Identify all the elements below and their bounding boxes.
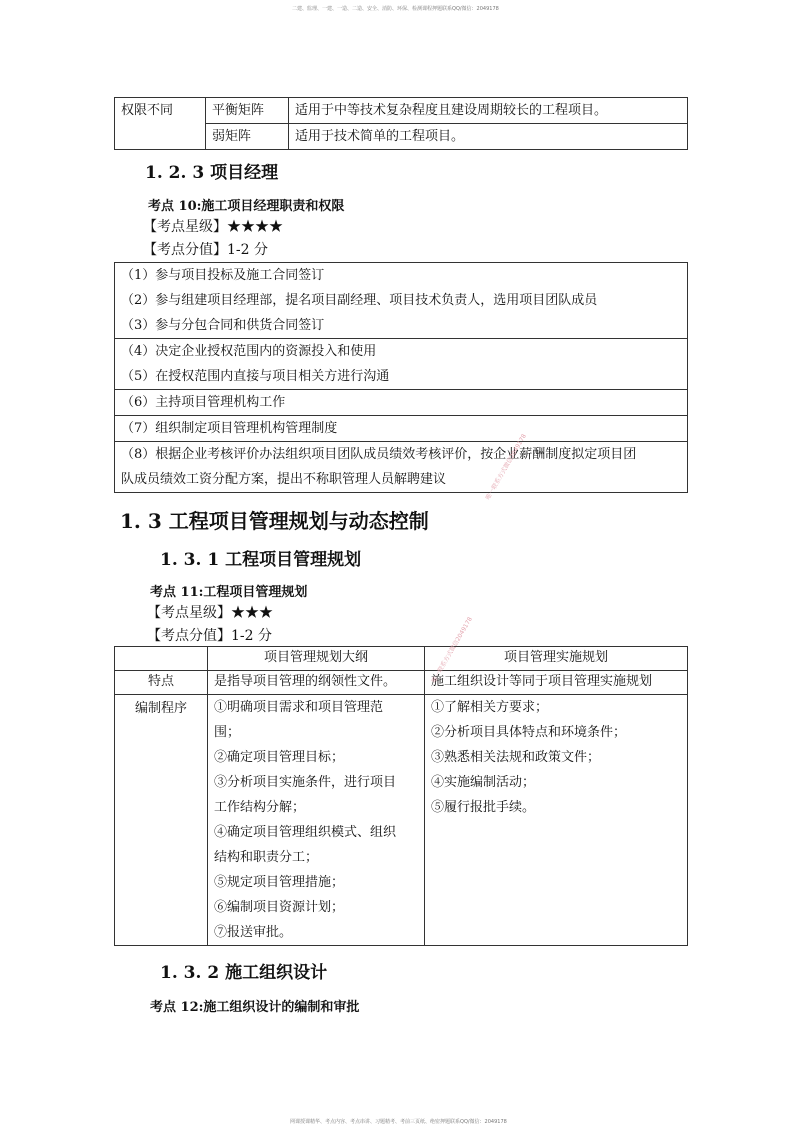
impl-steps	[425, 695, 688, 946]
outline-step: ⑥编制项目资源计划；	[214, 900, 345, 915]
impl-step: ④实施编制活动；	[431, 775, 536, 790]
stars-11: 【考点星级】★★★	[147, 605, 273, 621]
kaodian-11: 考点 11:工程项目管理规划	[150, 585, 308, 600]
duty-item: （1）参与项目投标及施工合同签订	[121, 268, 325, 283]
score-10: 【考点分值】1-2 分	[143, 242, 268, 258]
duty-item: （5）在授权范围内直接与项目相关方进行沟通	[121, 369, 390, 384]
planning-header-empty	[115, 647, 208, 671]
outline-step: ⑦报送审批。	[214, 925, 293, 940]
impl-step: ①了解相关方要求；	[431, 700, 549, 715]
duty-item: （3）参与分包合同和供货合同签订	[121, 318, 325, 333]
outline-step: ④确定项目管理组织模式、组织	[214, 825, 397, 840]
header-note: 二建、监理、一建、一造、二造、安全、消防、环保、检测课程押题联系QQ/微信：2049178	[292, 6, 499, 12]
section-title-1-2-3: 1. 2. 3 项目经理	[145, 163, 279, 183]
outline-steps	[208, 695, 425, 946]
planning-header-impl: 项目管理实施规划	[425, 647, 688, 671]
score-11: 【考点分值】1-2 分	[147, 628, 272, 644]
duties-group-4	[115, 415, 687, 441]
duties-group-5	[115, 441, 687, 492]
duty-item: （2）参与组建项目经理部，提名项目副经理、项目技术负责人，选用项目团队成员	[121, 293, 598, 308]
duties-group-2	[115, 338, 687, 389]
feature-label: 特点	[115, 671, 208, 695]
matrix-desc-cell: 适用于技术简单的工程项目。	[289, 124, 688, 150]
duty-item: （6）主持项目管理机构工作	[121, 395, 286, 410]
planning-header-outline: 项目管理规划大纲	[208, 647, 425, 671]
kaodian-12: 考点 12:施工组织设计的编制和审批	[150, 1000, 360, 1015]
duty-item: （4）决定企业授权范围内的资源投入和使用	[121, 344, 377, 359]
impl-step: ⑤履行报批手续。	[431, 800, 536, 815]
program-label: 编制程序	[115, 695, 208, 946]
outline-step: ③分析项目实施条件，进行项目	[214, 775, 397, 790]
duty-item: （7）组织制定项目管理机构管理制度	[121, 421, 338, 436]
planning-table	[114, 646, 688, 946]
matrix-name-cell: 弱矩阵	[206, 124, 289, 150]
section-title-1-3-2: 1. 3. 2 施工组织设计	[160, 963, 328, 983]
matrix-table	[114, 97, 688, 150]
outline-step: 结构和职责分工；	[214, 850, 319, 865]
outline-step: 围；	[214, 725, 241, 740]
kaodian-10: 考点 10:施工项目经理职责和权限	[148, 199, 345, 214]
outline-step: ②确定项目管理目标；	[214, 750, 345, 765]
stars-10: 【考点星级】★★★★	[143, 219, 283, 235]
outline-step: ⑤规定项目管理措施；	[214, 875, 345, 890]
section-title-1-3-1: 1. 3. 1 工程项目管理规划	[160, 550, 362, 570]
duties-box	[114, 262, 688, 493]
feature-impl: 施工组织设计等同于项目管理实施规划	[425, 671, 688, 695]
footer-note: 网课授课精华、考点内容、考点串讲、习题精考、考前三页纸、绝密押题联系QQ/微信：2049178	[290, 1119, 507, 1125]
watermark: 唯一联系方式微信2049178	[430, 615, 474, 685]
matrix-desc-cell: 适用于中等技术复杂程度且建设周期较长的工程项目。	[289, 98, 688, 124]
section-title-1-3: 1. 3 工程项目管理规划与动态控制	[120, 509, 429, 533]
duties-group-1	[115, 263, 687, 338]
matrix-group-label: 权限不同	[115, 98, 206, 150]
duties-group-3	[115, 389, 687, 415]
watermark: 唯一联系方式微信2049178	[484, 432, 528, 502]
outline-step: ①明确项目需求和项目管理范	[214, 700, 384, 715]
duty-item: （8）根据企业考核评价办法组织项目团队成员绩效考核评价，按企业薪酬制度拟定项目团	[121, 447, 637, 462]
duty-item: 队成员绩效工资分配方案，提出不称职管理人员解聘建议	[121, 472, 447, 487]
outline-step: 工作结构分解；	[214, 800, 306, 815]
feature-outline: 是指导项目管理的纲领性文件。	[208, 671, 425, 695]
matrix-name-cell: 平衡矩阵	[206, 98, 289, 124]
impl-step: ③熟悉相关法规和政策文件；	[431, 750, 601, 765]
impl-step: ②分析项目具体特点和环境条件；	[431, 725, 627, 740]
